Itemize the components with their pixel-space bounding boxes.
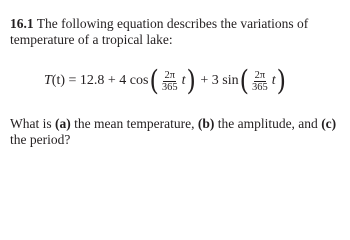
part-c-text: the period? xyxy=(10,132,71,147)
problem-intro xyxy=(10,16,344,48)
right-paren: ) xyxy=(276,64,286,98)
part-b-label: (b) xyxy=(197,116,215,131)
problem-statement xyxy=(10,16,344,48)
fraction-sin xyxy=(251,70,269,93)
cos-variable: t xyxy=(181,73,186,88)
left-paren: ( xyxy=(149,64,159,98)
equation-sin-term: + 3 sin xyxy=(200,73,239,88)
fraction-cos-numerator: 2π xyxy=(164,69,175,81)
part-a-label: (a) xyxy=(55,116,71,131)
equation-lhs-var: (t) xyxy=(51,73,66,88)
equation-function: T xyxy=(44,73,52,88)
part-b-text: the amplitude, and xyxy=(214,116,322,131)
problem-number: 16.1 xyxy=(10,16,34,31)
fraction-cos-denominator: 365 xyxy=(161,81,178,93)
problem-intro-text: The following equation describes the variations of temperature of a tropical lake: xyxy=(10,16,309,47)
sin-variable: t xyxy=(271,73,276,88)
equation-lhs xyxy=(44,73,65,89)
part-a-text: the mean temperature, xyxy=(70,116,198,131)
right-paren: ) xyxy=(186,64,196,98)
question-text xyxy=(10,116,344,148)
equation-constant-term: = 12.8 + 4 cos xyxy=(68,73,149,88)
fraction-cos xyxy=(161,70,179,93)
part-c-label: (c) xyxy=(321,116,337,131)
left-paren: ( xyxy=(239,64,249,98)
fraction-sin-denominator: 365 xyxy=(251,81,268,93)
fraction-sin-numerator: 2π xyxy=(254,69,266,81)
question-lead: What is xyxy=(10,116,55,131)
temperature-equation xyxy=(44,64,287,98)
